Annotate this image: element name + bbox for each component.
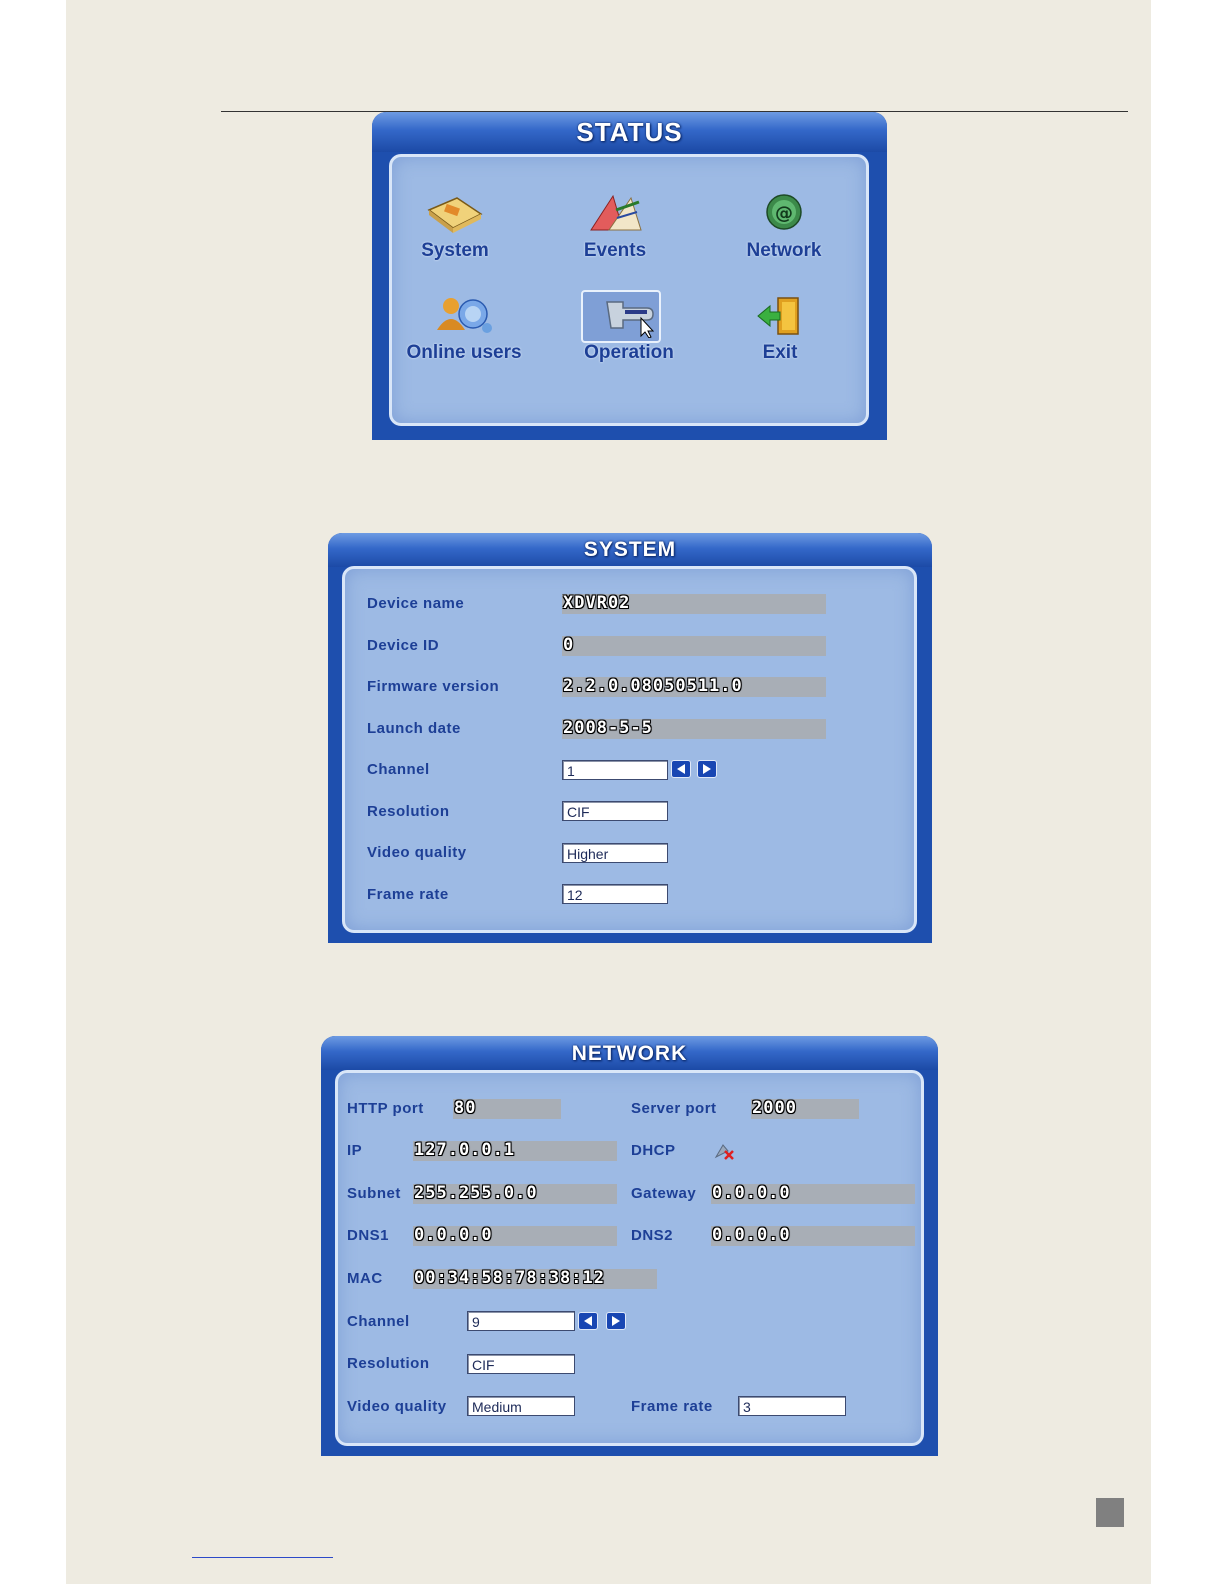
network-icon <box>752 192 816 236</box>
system-frame-rate-label: Frame rate <box>367 886 449 903</box>
network-window <box>321 1036 938 1456</box>
menu-events-label: Events <box>583 240 647 261</box>
ip-label: IP <box>347 1142 363 1159</box>
footer-rule <box>192 1557 333 1558</box>
network-resolution-label: Resolution <box>347 1355 430 1372</box>
events-icon <box>583 190 647 236</box>
network-channel-next-button[interactable] <box>606 1312 626 1330</box>
dns2-label: DNS2 <box>631 1227 674 1244</box>
network-frame-rate-field[interactable]: 3 <box>738 1396 846 1416</box>
ip-value: 127.0.0.1 <box>414 1140 516 1160</box>
system-resolution-field[interactable]: CIF <box>562 801 668 821</box>
system-video-quality-field[interactable]: Higher <box>562 843 668 863</box>
network-title: NETWORK <box>571 1042 688 1065</box>
arrow-right-icon <box>610 1315 622 1327</box>
arrow-right-icon <box>701 763 713 775</box>
device-name-label: Device name <box>367 595 465 612</box>
firmware-version-label: Firmware version <box>367 678 500 695</box>
firmware-version-value: 2.2.0.08050511.0 <box>563 676 743 696</box>
menu-exit[interactable] <box>705 294 855 364</box>
device-id-label: Device ID <box>367 637 440 654</box>
network-resolution-field[interactable]: CIF <box>467 1354 575 1374</box>
system-video-quality-label: Video quality <box>367 844 467 861</box>
online-users-icon <box>429 294 499 338</box>
dhcp-label: DHCP <box>631 1142 676 1159</box>
mac-label: MAC <box>347 1270 383 1287</box>
system-title: SYSTEM <box>583 538 677 561</box>
server-port-value: 2000 <box>752 1098 797 1118</box>
system-frame-rate-field[interactable]: 12 <box>562 884 668 904</box>
server-port-label: Server port <box>631 1100 717 1117</box>
device-id-value-bg <box>562 636 826 656</box>
status-title: STATUS <box>576 117 683 147</box>
arrow-left-icon <box>582 1315 594 1327</box>
device-id-value: 0 <box>563 635 575 655</box>
system-channel-label: Channel <box>367 761 430 778</box>
menu-exit-label: Exit <box>762 342 798 363</box>
system-icon <box>423 192 487 236</box>
system-panel <box>342 566 917 933</box>
operation-icon <box>597 294 661 338</box>
network-channel-field[interactable]: 9 <box>467 1311 575 1331</box>
gateway-value: 0.0.0.0 <box>712 1183 791 1203</box>
device-name-value: XDVR02 <box>563 593 631 613</box>
http-port-value: 80 <box>454 1098 477 1118</box>
system-resolution-label: Resolution <box>367 803 450 820</box>
menu-events[interactable] <box>540 190 690 262</box>
system-channel-field[interactable]: 1 <box>562 760 668 780</box>
menu-system[interactable] <box>380 192 530 262</box>
arrow-left-icon <box>675 763 687 775</box>
mac-value: 00:34:58:78:38:12 <box>414 1268 605 1288</box>
system-channel-prev-button[interactable] <box>671 760 691 778</box>
menu-network-label: Network <box>746 240 822 261</box>
menu-system-label: System <box>421 240 489 261</box>
network-frame-rate-label: Frame rate <box>631 1398 713 1415</box>
menu-operation[interactable] <box>554 294 704 364</box>
network-panel <box>335 1070 924 1446</box>
status-window <box>372 112 887 440</box>
menu-operation-label: Operation <box>584 342 674 363</box>
dns1-value: 0.0.0.0 <box>414 1225 493 1245</box>
system-channel-next-button[interactable] <box>697 760 717 778</box>
menu-online-users[interactable] <box>389 294 539 364</box>
subnet-value: 255.255.0.0 <box>414 1183 538 1203</box>
launch-date-value: 2008-5-5 <box>563 718 653 738</box>
dhcp-disabled-icon[interactable] <box>713 1141 737 1163</box>
network-video-quality-label: Video quality <box>347 1398 447 1415</box>
network-video-quality-field[interactable]: Medium <box>467 1396 575 1416</box>
launch-date-label: Launch date <box>367 720 461 737</box>
exit-icon <box>748 294 812 338</box>
system-window <box>328 533 932 943</box>
network-channel-label: Channel <box>347 1313 410 1330</box>
dns2-value: 0.0.0.0 <box>712 1225 791 1245</box>
gateway-label: Gateway <box>631 1185 697 1202</box>
svg-text:@: @ <box>775 203 793 224</box>
menu-online-users-label: Online users <box>406 342 522 363</box>
subnet-label: Subnet <box>347 1185 401 1202</box>
network-channel-prev-button[interactable] <box>578 1312 598 1330</box>
dns1-label: DNS1 <box>347 1227 390 1244</box>
menu-network[interactable] <box>709 192 859 262</box>
http-port-label: HTTP port <box>347 1100 424 1117</box>
page-marker <box>1096 1498 1124 1527</box>
